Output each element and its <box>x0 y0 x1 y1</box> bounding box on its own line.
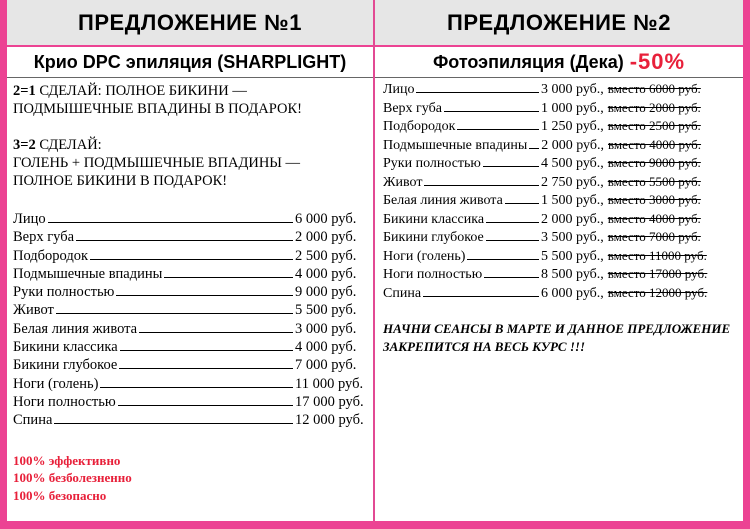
leader-line <box>164 265 293 278</box>
procedure-name: Ноги полностью <box>13 393 116 410</box>
procedure-price: 7 000 руб. <box>295 357 357 374</box>
discount-badge: -50% <box>629 49 686 74</box>
procedure-name: Ноги (голень) <box>13 375 99 392</box>
procedure-name: Бикини глубокое <box>13 357 118 374</box>
promo1-line2: ПОДМЫШЕЧНЫЕ ВПАДИНЫ В ПОДАРОК! <box>13 101 302 117</box>
leader-line <box>483 154 539 167</box>
promo-2-for-1 <box>13 82 373 118</box>
leader-line <box>48 210 293 223</box>
procedure-name: Бикини классика <box>383 211 485 227</box>
price-row <box>13 393 373 411</box>
procedure-name: Верх губа <box>13 229 75 246</box>
discount-price: 2 000 руб., <box>541 137 604 153</box>
offer2-subtitle-row <box>375 47 743 78</box>
leader-line <box>423 284 539 297</box>
procedure-name: Бикини классика <box>13 339 118 356</box>
procedure-price: 6 000 руб. <box>295 211 357 227</box>
procedure-name: Подбородок <box>13 247 89 264</box>
promo2-line3: ПОЛНОЕ БИКИНИ В ПОДАРОК! <box>13 173 228 189</box>
discount-price: 4 500 руб., <box>541 156 604 171</box>
procedure-price: 2 000 руб. <box>295 229 357 246</box>
discount-price: 1 250 руб., <box>541 119 604 134</box>
feature-line: 100% безболезненно <box>13 470 132 486</box>
price-row <box>13 411 373 429</box>
leader-line <box>424 173 539 186</box>
procedure-price: 5 500 руб. <box>295 302 357 319</box>
price-sheet <box>7 0 743 521</box>
price-row <box>13 375 373 393</box>
procedure-price: 12 000 руб. <box>295 412 364 429</box>
promo-3-for-2 <box>13 136 373 190</box>
leader-line <box>505 191 539 204</box>
price-row <box>13 265 373 283</box>
procedure-price: 9 000 руб. <box>295 284 357 301</box>
offer1-body <box>7 78 373 504</box>
feature-line: 100% безопасно <box>13 487 107 503</box>
promo2-line2: ГОЛЕНЬ + ПОДМЫШЕЧНЫЕ ВПАДИНЫ — <box>13 155 301 171</box>
leader-line <box>139 320 293 333</box>
procedure-price: 4 000 руб. <box>295 265 357 282</box>
promo2-bold: 3=2 <box>13 137 36 153</box>
old-price: вместо 12000 руб. <box>607 284 708 300</box>
leader-line <box>54 411 293 424</box>
leader-line <box>486 210 539 223</box>
leader-line <box>56 301 293 314</box>
procedure-name: Ноги (голень) <box>383 248 466 264</box>
old-price: вместо 5500 руб. <box>607 173 701 189</box>
price-row <box>13 338 373 356</box>
leader-line <box>119 356 293 369</box>
old-price: вместо 7000 руб. <box>607 229 701 244</box>
procedure-name: Лицо <box>383 82 415 97</box>
old-price: вместо 3000 руб. <box>607 192 701 207</box>
procedure-name: Спина <box>13 412 53 429</box>
old-price: вместо 2500 руб. <box>607 118 701 133</box>
procedure-name: Белая линия живота <box>13 320 138 337</box>
procedure-name: Ноги полностью <box>383 267 483 282</box>
procedure-name: Подмышечные впадины <box>383 137 528 153</box>
price-row <box>383 99 743 118</box>
offer1-subtitle: Крио DPC эпиляция (SHARPLIGHT) <box>7 47 373 78</box>
leader-line <box>118 393 293 406</box>
price-row <box>383 80 743 99</box>
old-price: вместо 2000 руб. <box>607 99 701 115</box>
price-row <box>13 210 373 228</box>
leader-line <box>444 99 539 112</box>
price-row <box>383 265 743 284</box>
old-price: вместо 11000 руб. <box>607 247 707 263</box>
procedure-price: 17 000 руб. <box>295 393 364 410</box>
price-row <box>383 191 743 210</box>
offer2-note: НАЧНИ СЕАНСЫ В МАРТЕ И ДАННОЕ ПРЕДЛОЖЕНИЕ ЗАКРЕПИТСЯ НА ВЕСЬ КУРС !!! <box>383 321 731 354</box>
old-price: вместо 17000 руб. <box>607 266 708 281</box>
procedure-name: Бикини глубокое <box>383 230 484 245</box>
offer2-subtitle: Фотоэпиляция (Дека) <box>432 51 624 72</box>
price-row <box>13 320 373 338</box>
discount-price: 6 000 руб., <box>541 285 604 301</box>
discount-price: 2 000 руб., <box>541 211 604 227</box>
discount-price: 8 500 руб., <box>541 267 604 282</box>
procedure-price: 11 000 руб. <box>295 375 364 392</box>
old-price: вместо 9000 руб. <box>607 155 701 170</box>
old-price: вместо 4000 руб. <box>608 136 702 152</box>
procedure-name: Верх губа <box>383 100 442 116</box>
offer1-features <box>13 452 373 505</box>
leader-line <box>120 338 293 351</box>
promo1-bold: 2=1 <box>13 83 36 99</box>
discount-price: 2 750 руб., <box>541 174 604 190</box>
offer2-column <box>375 0 743 521</box>
price-row <box>13 301 373 319</box>
price-row <box>383 228 743 247</box>
offer1-header: ПРЕДЛОЖЕНИЕ №1 <box>7 0 373 47</box>
price-row <box>13 283 373 301</box>
procedure-name: Живот <box>383 174 423 190</box>
leader-line <box>90 247 293 260</box>
procedure-name: Спина <box>383 285 422 301</box>
discount-price: 1 000 руб., <box>541 100 604 116</box>
price-row <box>13 356 373 374</box>
price-row <box>383 154 743 173</box>
promo1-line1: СДЕЛАЙ: ПОЛНОЕ БИКИНИ — <box>35 83 247 99</box>
price-row <box>383 210 743 229</box>
procedure-name: Подмышечные впадины <box>13 265 163 282</box>
promo2-line1: СДЕЛАЙ: <box>35 137 102 153</box>
procedure-price: 4 000 руб. <box>295 339 357 356</box>
leader-line <box>484 265 539 278</box>
price-row <box>13 228 373 246</box>
discount-price: 3 500 руб., <box>541 230 604 245</box>
discount-price: 5 500 руб., <box>541 248 604 264</box>
procedure-name: Руки полностью <box>13 284 115 301</box>
leader-line <box>529 136 539 149</box>
leader-line <box>116 283 293 296</box>
feature-line: 100% эффективно <box>13 452 121 468</box>
price-row <box>383 173 743 192</box>
procedure-name: Подбородок <box>383 119 456 134</box>
procedure-name: Живот <box>13 302 54 319</box>
leader-line <box>457 117 539 130</box>
procedure-name: Руки полностью <box>383 156 481 171</box>
procedure-price: 3 000 руб. <box>295 320 357 337</box>
discount-price: 3 000 руб., <box>541 82 604 97</box>
offer2-body <box>375 78 743 356</box>
price-row <box>383 247 743 266</box>
offer2-header: ПРЕДЛОЖЕНИЕ №2 <box>375 0 743 47</box>
price-row <box>13 247 373 265</box>
leader-line <box>416 80 539 93</box>
procedure-name: Белая линия живота <box>383 193 503 208</box>
offer1-price-list <box>13 210 373 430</box>
leader-line <box>467 247 539 260</box>
price-row <box>383 284 743 303</box>
leader-line <box>100 375 293 388</box>
price-row <box>383 117 743 136</box>
leader-line <box>486 228 539 241</box>
procedure-name: Лицо <box>13 211 46 227</box>
procedure-price: 2 500 руб. <box>295 247 357 264</box>
old-price: вместо 6000 руб. <box>607 81 701 96</box>
discount-price: 1 500 руб., <box>541 193 604 208</box>
old-price: вместо 4000 руб. <box>607 210 701 226</box>
offer2-price-list <box>383 80 743 302</box>
price-row <box>383 136 743 155</box>
leader-line <box>76 228 293 241</box>
offer1-column <box>7 0 373 521</box>
